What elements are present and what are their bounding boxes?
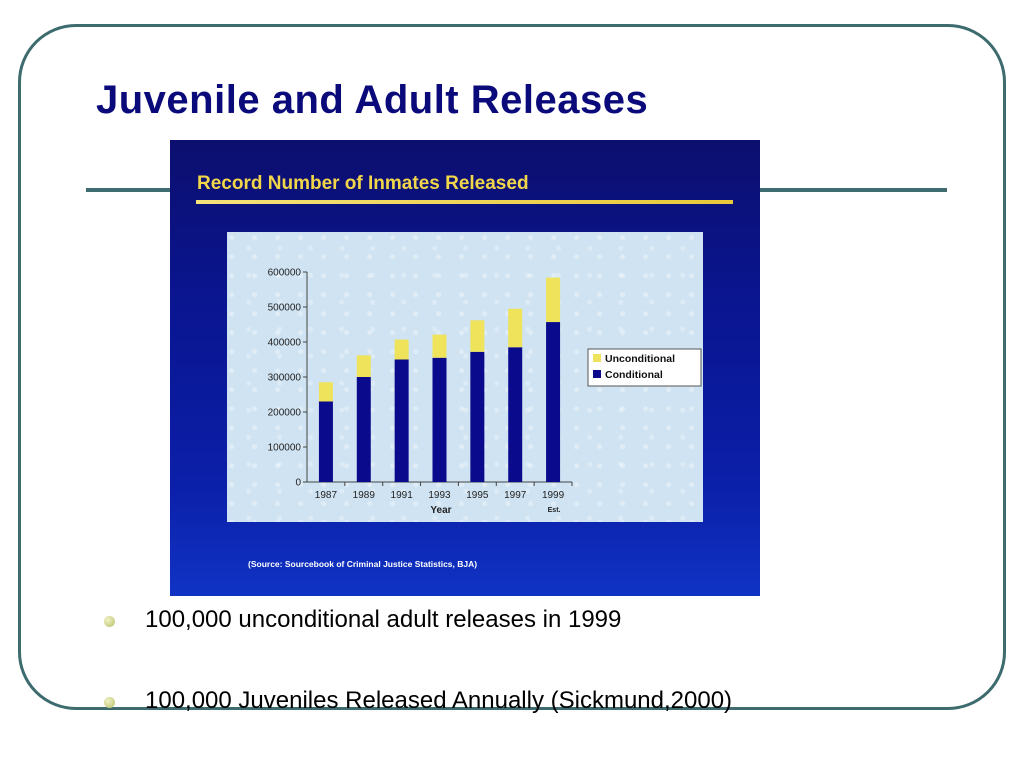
y-tick-label: 100000 (267, 442, 301, 454)
bar-conditional (357, 377, 371, 482)
bar-unconditional (546, 278, 560, 322)
legend-swatch (593, 370, 601, 378)
bullet-trailing-mark: . (732, 701, 735, 710)
bullet-item (100, 606, 734, 640)
bar-unconditional (470, 320, 484, 352)
x-tick-label: 1987 (314, 490, 338, 501)
chart-title-underline (196, 200, 733, 204)
x-tick-label: 1991 (390, 490, 413, 501)
x-tick-label: 1999 (541, 490, 565, 501)
slide-title: Juvenile and Adult Releases (96, 78, 649, 122)
bar-conditional (319, 402, 333, 483)
y-tick-label: 600000 (267, 267, 301, 279)
bar-chart (227, 232, 703, 522)
y-tick-label: 400000 (267, 337, 301, 349)
bar-unconditional (319, 382, 333, 401)
bullet-item (100, 687, 734, 721)
legend-label: Unconditional (605, 353, 675, 365)
y-tick-label: 300000 (267, 372, 301, 384)
plot-area (227, 232, 703, 522)
x-tick-sublabel: Est. (547, 507, 561, 514)
bar-conditional (508, 347, 522, 482)
x-tick-label: 1989 (352, 490, 375, 501)
bar-conditional (395, 360, 409, 483)
bullet-text: 100,000 unconditional adult releases in 1999 (145, 606, 622, 633)
bullet-dot-icon (104, 697, 115, 708)
bar-unconditional (357, 355, 371, 377)
bar-unconditional (395, 340, 409, 360)
bullet-list (100, 606, 734, 721)
bar-conditional (470, 352, 484, 482)
chart-title: Record Number of Inmates Released (197, 173, 529, 194)
bar-unconditional (433, 335, 447, 358)
bar-conditional (433, 358, 447, 482)
chart-panel (170, 140, 760, 596)
x-tick-label: 1997 (504, 490, 527, 501)
bullet-text: 100,000 Juveniles Released Annually (Sickmund,2000) (145, 687, 733, 714)
y-tick-label: 500000 (267, 302, 301, 314)
x-axis-title: Year (430, 505, 452, 516)
y-tick-label: 0 (295, 477, 301, 489)
legend-label: Conditional (605, 369, 663, 381)
y-tick-label: 200000 (267, 407, 301, 419)
bar-conditional (546, 322, 560, 482)
x-tick-label: 1993 (428, 490, 451, 501)
x-tick-label: 1995 (466, 490, 489, 501)
legend-swatch (593, 354, 601, 362)
chart-source-note: (Source: Sourcebook of Criminal Justice Statistics, BJA) (248, 559, 478, 569)
bar-unconditional (508, 309, 522, 348)
bullet-dot-icon (104, 616, 115, 627)
